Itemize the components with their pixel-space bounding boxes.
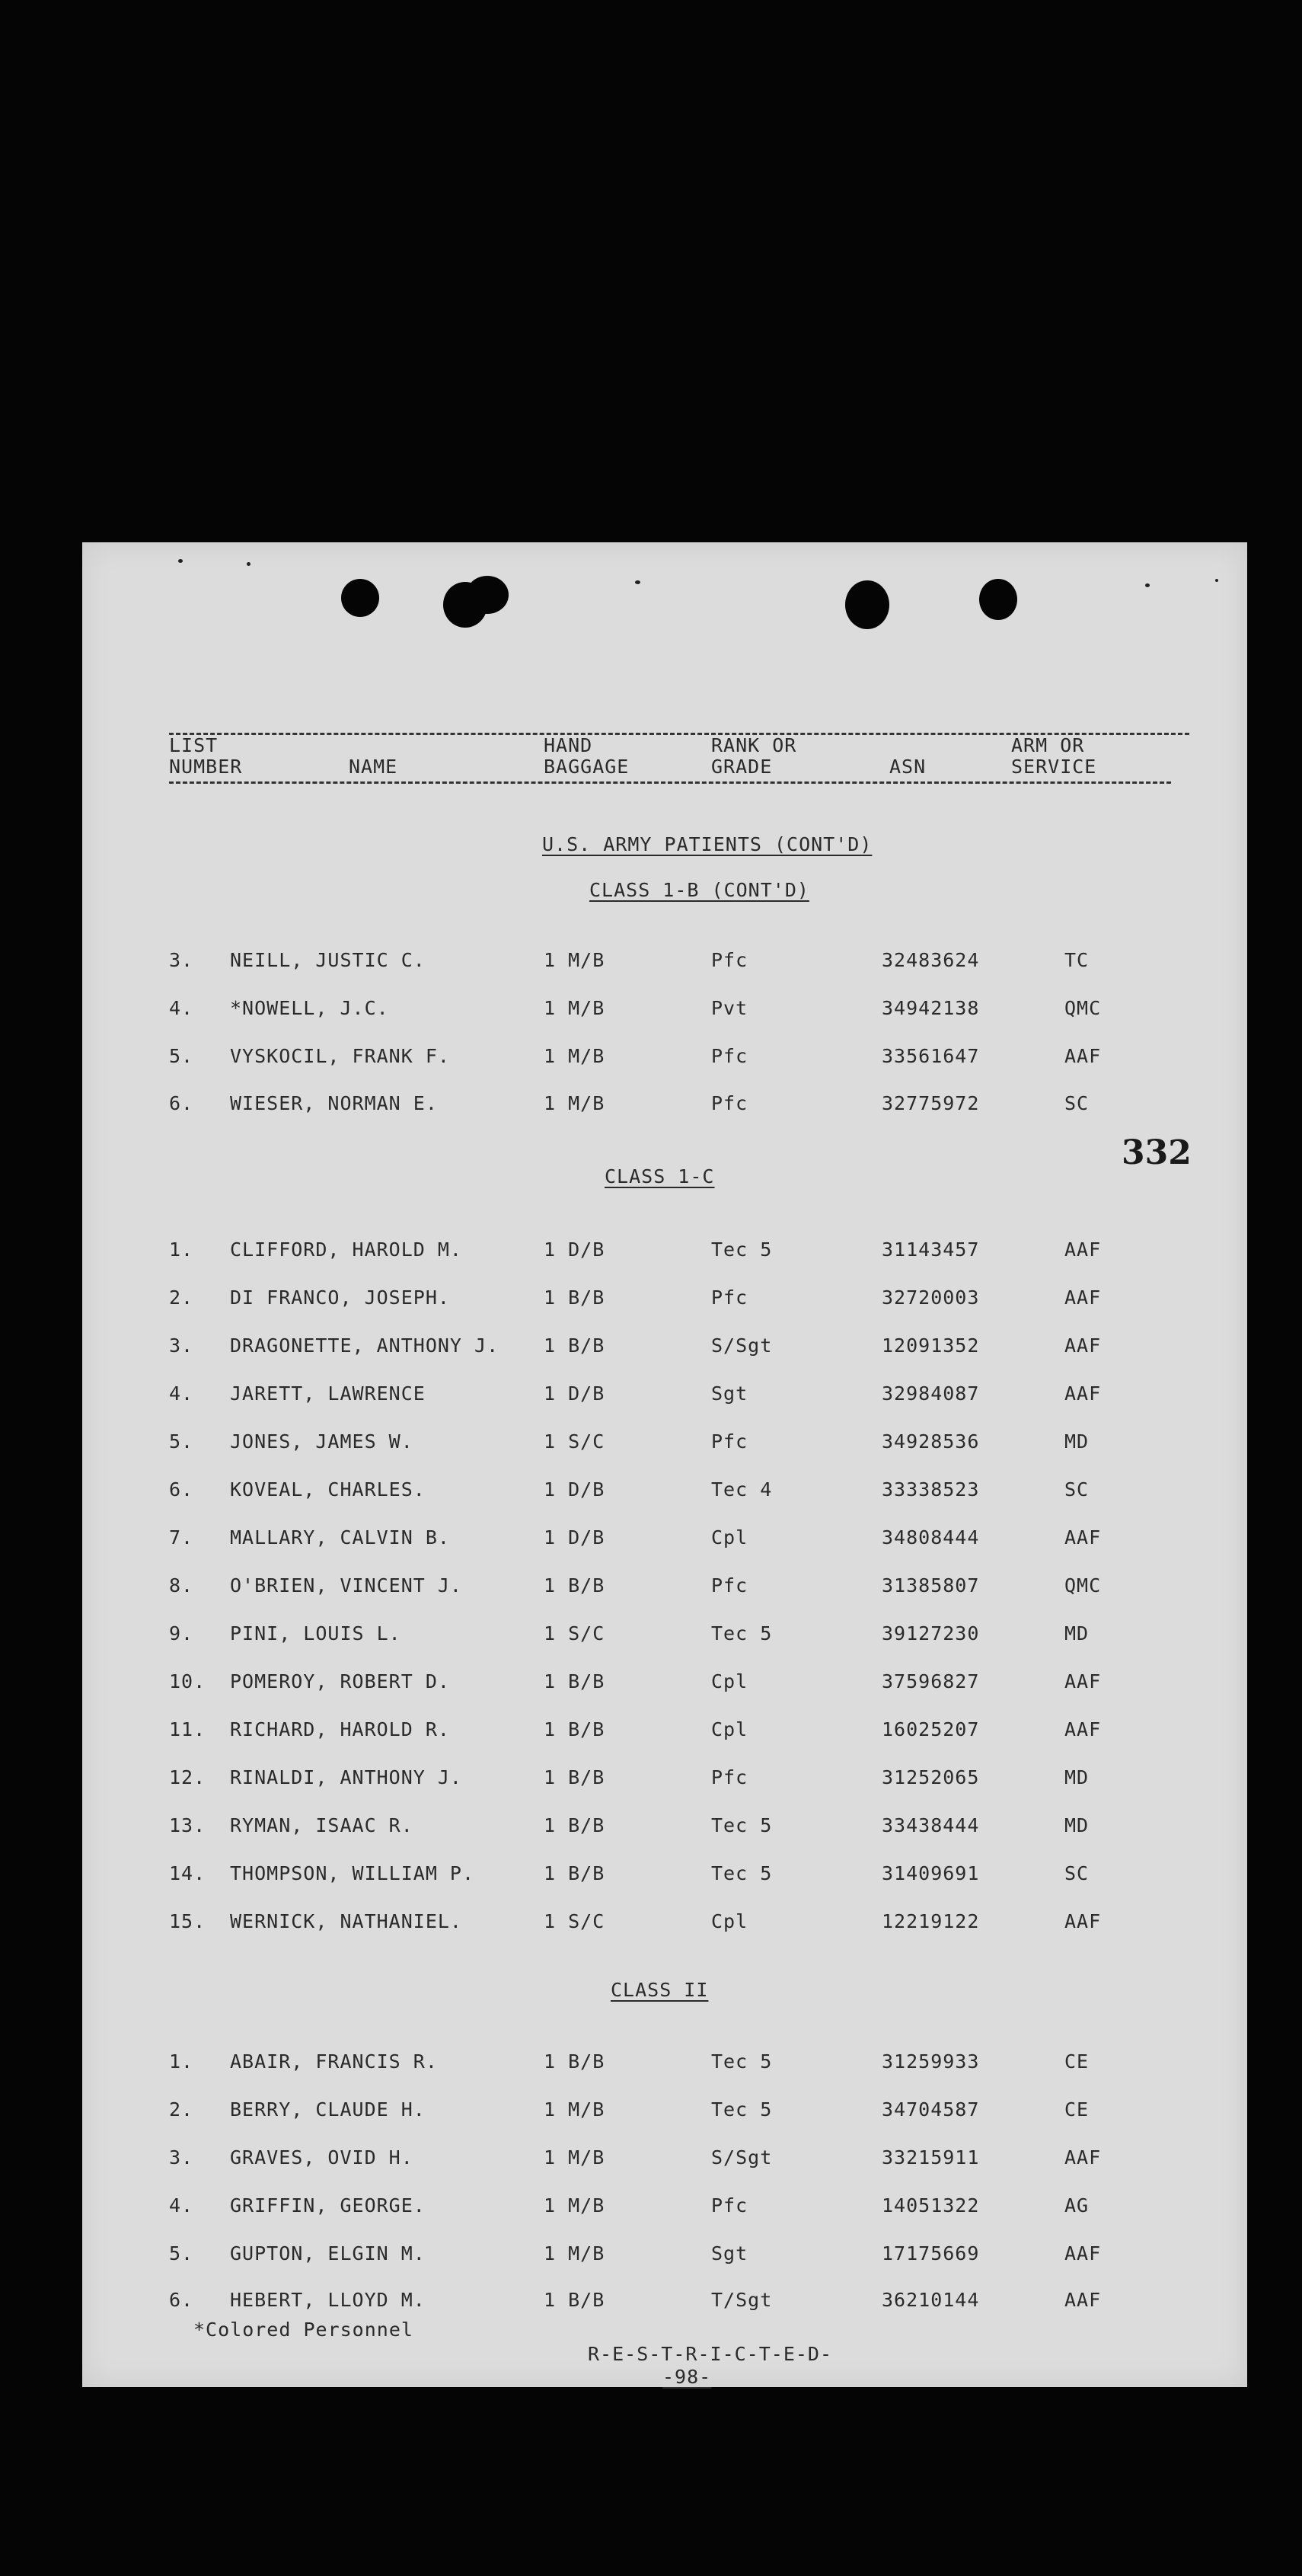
rank: Cpl bbox=[711, 1718, 748, 1740]
list-number: 7. bbox=[169, 1526, 194, 1548]
paper-speck bbox=[635, 580, 640, 584]
rank: Pfc bbox=[711, 2194, 748, 2216]
header-rank-line2: GRADE bbox=[711, 756, 773, 778]
arm-or-service: MD bbox=[1064, 1814, 1090, 1836]
list-number: 2. bbox=[169, 2098, 194, 2121]
patient-name: KOVEAL, CHARLES. bbox=[230, 1478, 426, 1501]
list-number: 9. bbox=[169, 1622, 194, 1644]
list-number: 6. bbox=[169, 1478, 194, 1501]
header-rank-line1: RANK OR bbox=[711, 734, 797, 756]
header-hand-baggage-line1: HAND bbox=[544, 734, 593, 756]
header-hand-baggage-line2: BAGGAGE bbox=[544, 756, 630, 778]
rank: Sgt bbox=[711, 2242, 748, 2264]
list-number: 1. bbox=[169, 1238, 194, 1261]
patient-name: VYSKOCIL, FRANK F. bbox=[230, 1045, 450, 1067]
rank: S/Sgt bbox=[711, 2146, 773, 2169]
hand-baggage: 1 B/B bbox=[544, 2050, 605, 2073]
hand-baggage: 1 S/C bbox=[544, 1430, 605, 1453]
patient-name: PINI, LOUIS L. bbox=[230, 1622, 401, 1644]
hand-baggage: 1 D/B bbox=[544, 1526, 605, 1548]
hand-baggage: 1 D/B bbox=[544, 1238, 605, 1261]
asn: 31385807 bbox=[882, 1574, 980, 1596]
rank: Sgt bbox=[711, 1382, 748, 1405]
arm-or-service: AAF bbox=[1064, 1910, 1102, 1932]
list-number: 12. bbox=[169, 1766, 206, 1788]
header-list-number-line2: NUMBER bbox=[169, 756, 243, 778]
patient-name: NEILL, JUSTIC C. bbox=[230, 949, 426, 971]
arm-or-service: QMC bbox=[1064, 997, 1102, 1019]
paper-speck bbox=[1145, 583, 1150, 587]
rank: Pfc bbox=[711, 1574, 748, 1596]
section-title: U.S. ARMY PATIENTS (CONT'D) bbox=[542, 833, 873, 855]
asn: 32984087 bbox=[882, 1382, 980, 1405]
hand-baggage: 1 M/B bbox=[544, 1045, 605, 1067]
hand-baggage: 1 M/B bbox=[544, 2146, 605, 2169]
arm-or-service: MD bbox=[1064, 1430, 1090, 1453]
asn: 34808444 bbox=[882, 1526, 980, 1548]
punch-hole bbox=[466, 576, 509, 614]
patient-name: THOMPSON, WILLIAM P. bbox=[230, 1862, 475, 1884]
arm-or-service: AAF bbox=[1064, 1718, 1102, 1740]
asn: 33338523 bbox=[882, 1478, 980, 1501]
rank: Tec 5 bbox=[711, 1862, 773, 1884]
arm-or-service: AAF bbox=[1064, 2242, 1102, 2264]
asn: 31409691 bbox=[882, 1862, 980, 1884]
rank: Tec 5 bbox=[711, 2050, 773, 2073]
patient-name: GUPTON, ELGIN M. bbox=[230, 2242, 426, 2264]
hand-baggage: 1 M/B bbox=[544, 1092, 605, 1114]
rank: Pfc bbox=[711, 1045, 748, 1067]
hand-baggage: 1 B/B bbox=[544, 1862, 605, 1884]
header-name: NAME bbox=[349, 756, 398, 778]
list-number: 6. bbox=[169, 2289, 194, 2311]
patient-name: WIESER, NORMAN E. bbox=[230, 1092, 438, 1114]
asn: 16025207 bbox=[882, 1718, 980, 1740]
asn: 36210144 bbox=[882, 2289, 980, 2311]
header-arm-line2: SERVICE bbox=[1011, 756, 1097, 778]
asn: 39127230 bbox=[882, 1622, 980, 1644]
asn: 33215911 bbox=[882, 2146, 980, 2169]
asn: 12091352 bbox=[882, 1334, 980, 1357]
asn: 32775972 bbox=[882, 1092, 980, 1114]
list-number: 5. bbox=[169, 2242, 194, 2264]
hand-baggage: 1 D/B bbox=[544, 1382, 605, 1405]
punch-hole bbox=[341, 579, 379, 617]
patient-name: DRAGONETTE, ANTHONY J. bbox=[230, 1334, 499, 1357]
rank: Pfc bbox=[711, 1286, 748, 1309]
list-number: 4. bbox=[169, 2194, 194, 2216]
arm-or-service: QMC bbox=[1064, 1574, 1102, 1596]
patient-name: O'BRIEN, VINCENT J. bbox=[230, 1574, 462, 1596]
asn: 17175669 bbox=[882, 2242, 980, 2264]
asn: 34942138 bbox=[882, 997, 980, 1019]
punch-hole bbox=[979, 579, 1017, 620]
asn: 12219122 bbox=[882, 1910, 980, 1932]
list-number: 4. bbox=[169, 1382, 194, 1405]
hand-baggage: 1 M/B bbox=[544, 2194, 605, 2216]
arm-or-service: SC bbox=[1064, 1862, 1090, 1884]
rank: Tec 5 bbox=[711, 1814, 773, 1836]
paper-speck bbox=[247, 562, 251, 566]
rank: Cpl bbox=[711, 1526, 748, 1548]
patient-name: CLIFFORD, HAROLD M. bbox=[230, 1238, 462, 1261]
list-number: 10. bbox=[169, 1670, 206, 1692]
patient-name: *NOWELL, J.C. bbox=[230, 997, 389, 1019]
patient-name: BERRY, CLAUDE H. bbox=[230, 2098, 426, 2121]
list-number: 4. bbox=[169, 997, 194, 1019]
hand-baggage: 1 B/B bbox=[544, 1334, 605, 1357]
arm-or-service: TC bbox=[1064, 949, 1090, 971]
rank: Tec 4 bbox=[711, 1478, 773, 1501]
arm-or-service: SC bbox=[1064, 1092, 1090, 1114]
hand-baggage: 1 B/B bbox=[544, 1766, 605, 1788]
hand-baggage: 1 D/B bbox=[544, 1478, 605, 1501]
arm-or-service: AAF bbox=[1064, 2289, 1102, 2311]
arm-or-service: AAF bbox=[1064, 1334, 1102, 1357]
arm-or-service: MD bbox=[1064, 1622, 1090, 1644]
hand-baggage: 1 B/B bbox=[544, 2289, 605, 2311]
classification-marking: R-E-S-T-R-I-C-T-E-D- bbox=[588, 2343, 833, 2365]
patient-name: POMEROY, ROBERT D. bbox=[230, 1670, 450, 1692]
list-number: 5. bbox=[169, 1430, 194, 1453]
asn: 32720003 bbox=[882, 1286, 980, 1309]
header-rule-bottom bbox=[169, 781, 1171, 784]
patient-name: GRIFFIN, GEORGE. bbox=[230, 2194, 426, 2216]
arm-or-service: AAF bbox=[1064, 2146, 1102, 2169]
patient-name: JARETT, LAWRENCE bbox=[230, 1382, 426, 1405]
asn: 31252065 bbox=[882, 1766, 980, 1788]
asn: 32483624 bbox=[882, 949, 980, 971]
arm-or-service: CE bbox=[1064, 2098, 1090, 2121]
rank: Pfc bbox=[711, 1430, 748, 1453]
arm-or-service: AAF bbox=[1064, 1045, 1102, 1067]
arm-or-service: CE bbox=[1064, 2050, 1090, 2073]
hand-baggage: 1 B/B bbox=[544, 1670, 605, 1692]
page-stamp-number: 332 bbox=[1122, 1133, 1192, 1172]
patient-name: MALLARY, CALVIN B. bbox=[230, 1526, 450, 1548]
list-number: 15. bbox=[169, 1910, 206, 1932]
class-title: CLASS II bbox=[611, 1979, 709, 2001]
hand-baggage: 1 M/B bbox=[544, 949, 605, 971]
arm-or-service: AAF bbox=[1064, 1526, 1102, 1548]
arm-or-service: MD bbox=[1064, 1766, 1090, 1788]
arm-or-service: SC bbox=[1064, 1478, 1090, 1501]
rank: Tec 5 bbox=[711, 2098, 773, 2121]
header-arm-line1: ARM OR bbox=[1011, 734, 1085, 756]
footnote: *Colored Personnel bbox=[193, 2319, 413, 2341]
header-list-number-line1: LIST bbox=[169, 734, 219, 756]
hand-baggage: 1 S/C bbox=[544, 1910, 605, 1932]
hand-baggage: 1 B/B bbox=[544, 1574, 605, 1596]
header-asn: ASN bbox=[889, 756, 927, 778]
page-number: -98- bbox=[662, 2366, 712, 2388]
rank: Pfc bbox=[711, 1092, 748, 1114]
asn: 37596827 bbox=[882, 1670, 980, 1692]
hand-baggage: 1 M/B bbox=[544, 2242, 605, 2264]
punch-hole bbox=[845, 580, 889, 629]
patient-name: DI FRANCO, JOSEPH. bbox=[230, 1286, 450, 1309]
rank: Cpl bbox=[711, 1670, 748, 1692]
hand-baggage: 1 M/B bbox=[544, 997, 605, 1019]
rank: Tec 5 bbox=[711, 1622, 773, 1644]
arm-or-service: AAF bbox=[1064, 1286, 1102, 1309]
list-number: 11. bbox=[169, 1718, 206, 1740]
list-number: 3. bbox=[169, 949, 194, 971]
rank: Pvt bbox=[711, 997, 748, 1019]
asn: 34704587 bbox=[882, 2098, 980, 2121]
hand-baggage: 1 M/B bbox=[544, 2098, 605, 2121]
paper-speck bbox=[178, 559, 183, 563]
asn: 33561647 bbox=[882, 1045, 980, 1067]
list-number: 13. bbox=[169, 1814, 206, 1836]
asn: 31259933 bbox=[882, 2050, 980, 2073]
hand-baggage: 1 B/B bbox=[544, 1286, 605, 1309]
list-number: 3. bbox=[169, 1334, 194, 1357]
rank: Pfc bbox=[711, 1766, 748, 1788]
patient-name: RICHARD, HAROLD R. bbox=[230, 1718, 450, 1740]
arm-or-service: AAF bbox=[1064, 1238, 1102, 1261]
asn: 34928536 bbox=[882, 1430, 980, 1453]
list-number: 14. bbox=[169, 1862, 206, 1884]
list-number: 1. bbox=[169, 2050, 194, 2073]
rank: Cpl bbox=[711, 1910, 748, 1932]
patient-name: GRAVES, OVID H. bbox=[230, 2146, 413, 2169]
hand-baggage: 1 B/B bbox=[544, 1814, 605, 1836]
list-number: 5. bbox=[169, 1045, 194, 1067]
asn: 31143457 bbox=[882, 1238, 980, 1261]
asn: 33438444 bbox=[882, 1814, 980, 1836]
rank: T/Sgt bbox=[711, 2289, 773, 2311]
patient-name: WERNICK, NATHANIEL. bbox=[230, 1910, 462, 1932]
paper-speck bbox=[1215, 579, 1218, 582]
list-number: 8. bbox=[169, 1574, 194, 1596]
patient-name: RYMAN, ISAAC R. bbox=[230, 1814, 413, 1836]
document-page bbox=[82, 542, 1247, 2387]
asn: 14051322 bbox=[882, 2194, 980, 2216]
list-number: 6. bbox=[169, 1092, 194, 1114]
patient-name: ABAIR, FRANCIS R. bbox=[230, 2050, 438, 2073]
class-title: CLASS 1-B (CONT'D) bbox=[589, 879, 809, 901]
rank: Tec 5 bbox=[711, 1238, 773, 1261]
patient-name: JONES, JAMES W. bbox=[230, 1430, 413, 1453]
patient-name: HEBERT, LLOYD M. bbox=[230, 2289, 426, 2311]
arm-or-service: AG bbox=[1064, 2194, 1090, 2216]
list-number: 3. bbox=[169, 2146, 194, 2169]
arm-or-service: AAF bbox=[1064, 1382, 1102, 1405]
hand-baggage: 1 S/C bbox=[544, 1622, 605, 1644]
rank: Pfc bbox=[711, 949, 748, 971]
patient-name: RINALDI, ANTHONY J. bbox=[230, 1766, 462, 1788]
rank: S/Sgt bbox=[711, 1334, 773, 1357]
arm-or-service: AAF bbox=[1064, 1670, 1102, 1692]
class-title: CLASS 1-C bbox=[605, 1165, 715, 1187]
hand-baggage: 1 B/B bbox=[544, 1718, 605, 1740]
list-number: 2. bbox=[169, 1286, 194, 1309]
